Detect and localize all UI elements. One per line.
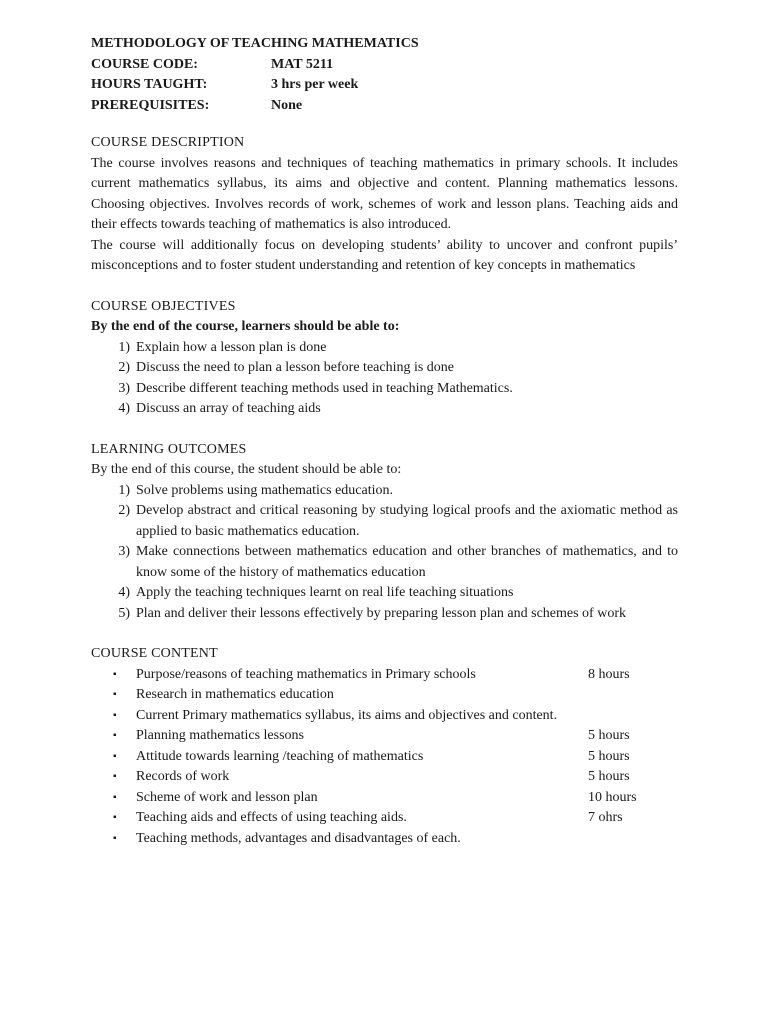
item-number: 2): [118, 360, 130, 375]
content-hours: 5 hours: [588, 769, 630, 784]
bullet-icon: ▪: [113, 709, 117, 721]
objectives-heading: COURSE OBJECTIVES: [91, 298, 236, 314]
description-paragraph-2: The course will additionally focus on developing students’ ability to uncover and confront pupils’ misconceptions and to foster student understanding and retention of key concepts in mathematics: [91, 237, 678, 273]
list-item: [91, 583, 678, 604]
list-item: [91, 379, 678, 400]
list-item: [91, 338, 678, 359]
prerequisites-value: None: [271, 97, 303, 113]
item-number: 1): [118, 482, 130, 498]
item-number: 3): [118, 544, 130, 559]
outcomes-list: [91, 481, 678, 625]
content-heading: COURSE CONTENT: [91, 646, 218, 661]
bullet-icon: ▪: [113, 791, 117, 803]
item-number: 1): [118, 339, 130, 355]
content-hours: 5 hours: [588, 748, 630, 764]
list-item: [91, 501, 678, 542]
content-item: [91, 665, 678, 686]
content-item: [91, 788, 678, 809]
bullet-icon: ▪: [113, 832, 117, 844]
content-topic: Teaching methods, advantages and disadvantages of each.: [136, 830, 461, 846]
item-text: Discuss an array of teaching aids: [136, 401, 321, 416]
list-item: [91, 358, 678, 379]
content-item: [91, 706, 678, 727]
bullet-icon: ▪: [113, 668, 117, 680]
content-item: [91, 808, 678, 829]
objectives-list: [91, 338, 678, 420]
bullet-icon: ▪: [113, 750, 117, 762]
content-hours: [461, 829, 678, 850]
item-text: Describe different teaching methods used in teaching Mathematics.: [136, 380, 513, 396]
item-text: Explain how a lesson plan is done: [136, 339, 327, 355]
course-code-label: COURSE CODE:: [91, 56, 198, 72]
list-item: [91, 399, 678, 420]
outcomes-intro: By the end of this course, the student should be able to:: [91, 462, 402, 477]
course-code-value: MAT 5211: [271, 56, 334, 72]
bullet-icon: ▪: [113, 771, 117, 782]
item-number: 4): [118, 401, 130, 416]
list-item: [91, 542, 678, 583]
item-text: Plan and deliver their lessons effectively by preparing lesson plan and schemes of work: [136, 605, 626, 621]
list-item: [91, 481, 678, 502]
content-topic: Attitude towards learning /teaching of mathematics: [136, 748, 424, 764]
bullet-icon: ▪: [113, 730, 117, 741]
document-page: [91, 34, 678, 849]
content-topic: Purpose/reasons of teaching mathematics in Primary schools: [136, 666, 476, 682]
content-topic: Scheme of work and lesson plan: [136, 789, 318, 805]
list-item: [91, 604, 678, 625]
content-hours: [588, 685, 678, 706]
content-topic: Teaching aids and effects of using teaching aids.: [136, 810, 407, 825]
item-text: Apply the teaching techniques learnt on real life teaching situations: [136, 585, 514, 600]
prerequisites-row: [91, 96, 678, 117]
item-text: Solve problems using mathematics education.: [136, 482, 394, 498]
item-text: Make connections between mathematics education and other branches of mathematics, and to know some of the history of mathematics education: [136, 544, 678, 580]
item-number: 3): [118, 380, 130, 396]
content-item: [91, 829, 678, 850]
hours-taught-label: HOURS TAUGHT:: [91, 77, 208, 92]
content-item: [91, 726, 678, 747]
bullet-icon: ▪: [113, 689, 117, 700]
objectives-intro: By the end of the course, learners should be able to:: [91, 319, 400, 334]
content-topic: Current Primary mathematics syllabus, its aims and objectives and content.: [136, 707, 558, 723]
content-topic: Records of work: [136, 769, 230, 784]
content-hours: 7 ohrs: [588, 810, 623, 825]
content-hours: 10 hours: [588, 789, 637, 805]
course-title: METHODOLOGY OF TEACHING MATHEMATICS: [91, 36, 419, 51]
content-hours: 5 hours: [588, 728, 630, 743]
content-topic: Research in mathematics education: [136, 687, 334, 702]
content-list: [91, 665, 678, 850]
prerequisites-label: PREREQUISITES:: [91, 97, 210, 113]
item-text: Discuss the need to plan a lesson before teaching is done: [136, 360, 455, 375]
content-hours: 8 hours: [588, 666, 630, 682]
bullet-icon: ▪: [113, 812, 117, 823]
description-paragraph: The course involves reasons and techniques of teaching mathematics in primary schools. It includes current mathematics syllabus, its aims and objective and content. Planning mathematics lessons. Choosing objectives. Involves records of work, schemes of work and lesson plans. Teaching aids and their effects towards teaching of mathematics is also introduced.: [91, 155, 678, 232]
description-heading: COURSE DESCRIPTION: [91, 135, 245, 150]
item-text: Develop abstract and critical reasoning by studying logical proofs and the axiomatic method as applied to basic mathematics education.: [136, 503, 678, 539]
outcomes-heading: LEARNING OUTCOMES: [91, 441, 247, 457]
course-code-row: [91, 55, 678, 76]
item-number: 5): [118, 605, 130, 621]
item-number: 4): [118, 585, 130, 600]
content-item: [91, 767, 678, 788]
item-number: 2): [118, 503, 130, 518]
hours-taught-value: 3 hrs per week: [271, 77, 359, 92]
content-item: [91, 685, 678, 706]
hours-taught-row: [91, 75, 678, 96]
content-hours: [557, 706, 678, 727]
content-topic: Planning mathematics lessons: [136, 728, 304, 743]
content-item: [91, 747, 678, 768]
